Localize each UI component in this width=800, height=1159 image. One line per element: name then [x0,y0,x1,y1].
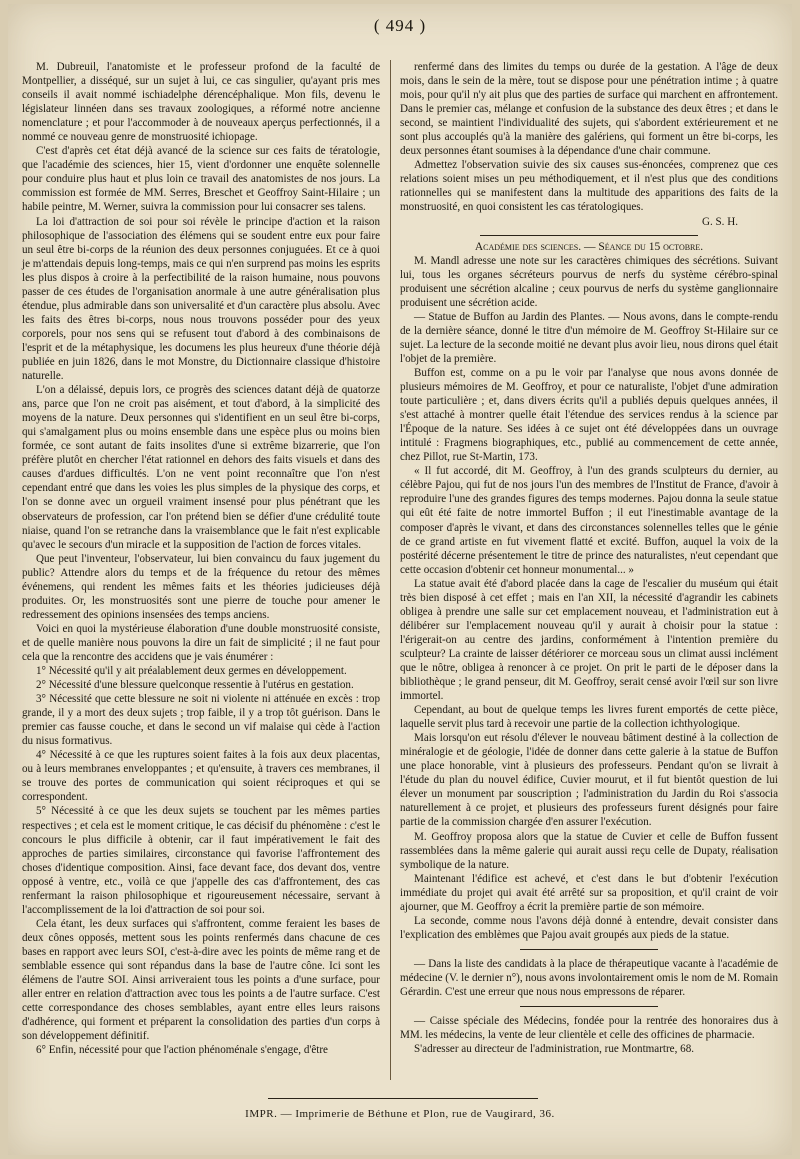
paragraph: 6° Enfin, nécessité pour que l'action phénoménale s'engage, d'être [36,1044,328,1057]
academy-paragraph: Mais lorsqu'on eut résolu d'élever le nouveau bâtiment destiné à la collection de minéralogie et de géologie, l'idée de donner dans cette galerie à la statue de Buffon une place honorable, vint à plusieurs des professeurs. Pendant qu'on se livrait à l'étude du plan du nouvel édifice, Cuvier mourut, et il fut bientôt question de lui élever un monument par souscription ; l'administration du Jardin du Roi s'associa naturellement à ce projet, et plusieurs des professeurs furent désignés pour faire partie de la commission chargée d'en assurer l'exécution. [400,732,778,829]
section-rule-short-2 [520,1006,658,1007]
notice-candidates: — Dans la liste des candidats à la place de thérapeutique vacante à l'académie de médecine (V. le dernier n°), nous avons involontairement omis le nom de M. Romain Gérardin. C'est une erreur que nous nous empressons de réparer. [400,957,778,998]
left-column [22,60,380,1057]
notice-caisse: — Caisse spéciale des Médecins, fondée pour la rentrée des honoraires dus à MM. les médecins, la vente de leur clientèle et celle des officines de pharmacie. [400,1015,778,1042]
academy-paragraph: M. Mandl adresse une note sur les caractères chimiques des sécrétions. Suivant lui, tous les organes sécréteurs pourvus de nerfs du système cérébro-spinal produisent une sécrétion alcaline ; ceux pourvus de nerfs du système ganglionnaire produisent une sécrétion acide. [400,254,778,309]
paragraph: L'on a délaissé, depuis lors, ce progrès des sciences datant déjà de quatorze ans, parce que l'on ne croit pas aisément, et tout d'abord, à la simplicité des moyens de la nature. Deux personnes qui s'identifient en un seul être bi-corps, qui s'amalgament plus ou moins ensemble dans une espèce plus ou moins bien formée, ce sont autant de faits insolites d'une si extrême bizarrerie, que l'on préfère plutôt en chercher l'état rationnel en dehors des faits visuels et dans des causes d'ardues difficultés. L'on ne vent point reconnaître que l'on n'est cependant entré que dans les voies les plus simples de la physique des corps, et l'on se donne avec un orgueil vraiment insensé pour plus pénétrant que les observateurs de profession, car l'on prétend bien se défier d'une crédulité toute niaise, quand l'on se retranche dans la vraisemblance que le fait n'est explicable qu'avec le secours d'un miracle et la supposition de l'action de forces vitales. [22,384,380,551]
newspaper-page [8,4,792,1155]
right-column [400,60,778,1056]
section-rule-short [520,949,658,950]
paragraph: La loi d'attraction de soi pour soi révèle le principe d'action et la raison philosophique de l'association des élémens qui se soudent entre eux pour faire un seul être bi-corps de la réunion des deux personnes conjuguées. Et ce à quoi je m'attendais depuis long-temps, mais ce qui n'en surprend pas moins les esprits les plus dispos à croire à la perfectibilité de la raison humaine, nous pouvons passer de ces études de l'organisation anormale à une autre généralisation plus étendue, plus admirable dans son universalité et d'un caractère plus absolu. Avec les faits des êtres bi-corps, nous nous trouvons posséder pour des yeux corporels, pour nos sens qui se refusent tout d'abord à des combinaisons de l'esprit et de la métaphysique, les documens les plus heureux d'une théorie déjà publiée en juin 1826, dans le mot Monstre, du Dictionnaire classique d'histoire naturelle. [22,215,381,383]
printer-footer: IMPR. — Imprimerie de Béthune et Plon, rue de Vaugirard, 36. [245,1108,555,1120]
paragraph: M. Dubreuil, l'anatomiste et le professeur profond de la faculté de Montpellier, a disséqué, sur un sujet à lui, ce cas singulier, qu'ayant pris mes conseils il avait nommé ischiadelphe dérencéphalique. Mon fils, devenu le législateur linnéen dans ses travaux zoologiques, a réformé notre ancienne nomenclature ; et pour l'accommoder à de nouveaux aperçus perfectionnés, il a nommé ce nouveau genre de monstruosité ichiopage. [22,61,380,144]
academy-paragraph: M. Geoffroy proposa alors que la statue de Cuvier et celle de Buffon fussent rassemblées dans la même galerie qui aurait aussi reçu celle de Dupaty, réalisation symbolique de la nature. [400,830,778,871]
paragraph: Que peut l'inventeur, l'observateur, lui bien convaincu du faux jugement du public? Attendre alors du temps et de la fréquence du retour des mêmes événemens, qui rendent les mêmes faits et les théories judicieuses déjà produites. Or, les monstruosités sont une pierre de touche pour amener le redressement des opinions insensées des temps anciens. [22,552,380,621]
academy-paragraph: La statue avait été d'abord placée dans la cage de l'escalier du muséum qui était très bien disposé à cet effet ; mais en l'an XII, la nécessité d'agrandir les cabinets obligea à prendre une salle sur cet emplacement nouveau, et l'administration eut à délibérer sur l'emplacement nouveau qu'il y aurait à choisir pour la statue : l'érigerait-on au centre des jardins, conformément à l'intention première du sculpteur? La crainte de laisser détériorer ce morceau sous un climat aussi inclément que le nôtre, obligea à renoncer à ce projet. On prit le parti de le déposer dans la bibliothèque ; le grand penseur, dit M. Geoffroy, serait censé avoir l'œil sur son livre immortel. [400,577,778,703]
paragraph: 1° Nécessité qu'il y ait préalablement deux germes en développement. [36,665,347,678]
page-number: ( 494 ) [373,16,427,35]
paragraph: Voici en quoi la mystérieuse élaboration d'une double monstruosité consiste, et de quelle manière nous pouvons la dire un fait de simplicité ; il ne faut pour cela que la rencontre des accidens que je vais énumérer : [22,622,380,663]
section-rule [480,235,698,236]
academy-paragraph: — Statue de Buffon au Jardin des Plantes. — Nous avons, dans le compte-rendu de la dernière séance, donné le titre d'un mémoire de M. Geoffroy St-Hilaire sur ce sujet. La lecture de la seconde moitié ne devant plus avoir lieu, nous dirons quel était l'objet de la première. [400,310,778,365]
notice-caisse-address: S'adresser au directeur de l'administration, rue Montmartre, 68. [414,1043,695,1056]
paragraph: 5° Nécessité à ce que les deux sujets se touchent par les mêmes parties respectives ; et cela est le moment critique, le cas décisif du phénomène : c'est le concours le plus difficile à obtenir, car il faut impérativement le fait des approches de parties similaires, circonstance qui favorise l'affrontement des choses d'identique composition. Ainsi, face devant face, dos devant dos, ventre opposé à ventre, etc., voilà ce que j'appelle des cas d'affrontement, des cas renfermant la raison philosophique et rigoureusement nécessaire, servant à l'accomplissement de la loi d'attraction de soi pour soi. [22,805,380,916]
paragraph: C'est d'après cet état déjà avancé de la science sur ces faits de tératologie, que l'académie des sciences, hier 15, vient d'ordonner une enquête solennelle pour conduire plus haut et plus loin ce travail des anatomistes de nos jours. La commission est formée de MM. Serres, Breschet et Geoffroy Saint-Hilaire ; un habile peintre, M. Werner, suivra la commission pour lui consacrer ses talens. [22,145,380,214]
academy-heading: Académie des sciences. — Séance du 15 octobre. [474,240,704,253]
paragraph: Admettez l'observation suivie des six causes sus-énoncées, comprenez que ces relations soient mises un peu méthodiquement, et il n'est plus que des conditions rationnelles qui se manifestent dans la multitude des apparitions des faits de la monstruosité, en quoi consistent les cas tératologiques. [400,159,778,214]
paragraph: 2° Nécessité d'une blessure quelconque ressentie à l'utérus en gestation. [36,679,354,692]
footer-rule [268,1098,538,1099]
academy-paragraph: Buffon est, comme on a pu le voir par l'analyse que nous avons donnée de plusieurs mémoires de M. Geoffroy, et pour ce naturaliste, l'objet d'une admiration toute particulière ; et, dans divers écrits qu'il a publiés depuis quelques années, il s'est attaché à montrer quelle était l'étendue des services rendus à la science par l'Époque de la nature. Ses idées à ce sujet ont été développées dans un ouvrage intitulé : Fragmens biographiques, etc., publié au commencement de cette année, chez Pillot, rue St-Martin, 173. [400,366,778,464]
paragraph: 4° Nécessité à ce que les ruptures soient faites à la fois aux deux placentas, ou à leurs membranes enveloppantes ; et qu'ensuite, à travers ces membranes, il se trouve des portes de communication qui soient réciproques et qui se correspondent. [22,749,380,804]
paragraph: 3° Nécessité que cette blessure ne soit ni violente ni atténuée en excès : trop grande, il y a mort des deux sujets ; trop faible, il y a trop tôt guérison. Dans le premier cas fausse couche, et dans le second un vif malaise qui cède à l'action du nisus formativus. [22,693,380,748]
paragraph: renfermé dans des limites du temps ou durée de la gestation. A l'âge de deux mois, dans le sein de la mère, tout se dispose pour une pénétration intime ; à quatre mois, pour qu'il n'y ait plus que des parties de surface qui marchent en affrontement. Dans le premier cas, mélange et confusion de la substance des deux êtres ; et dans le second, se maintient l'individualité des sujets, qui s'abordent extérieurement et ne sont plus accouplés qu'à la manière des galériens, qui forment un être bi-corps, les deux personnes étant soumises à la dépendance d'une chair commune. [400,61,778,158]
paragraph: Cela étant, les deux surfaces qui s'affrontent, comme feraient les bases de deux cônes opposés, mettent sous les points renfermés dans chacune de ces bases en rapport avec leurs SOI, c'est-à-dire avec les points de même rang et de semblable essence qui sont répandus dans la base de l'autre cône. Ici sont les élémens de l'autre SOI. Ainsi arriveraient tous les points a d'une surface, pour aller entrer en relation d'attraction avec tous les points a de l'autre surface. C'est cette correspondance des choses semblables, ayant entre elles leurs raisons d'adhérence, qui forment et préparent la consolidation des parties d'un corps à son développement définitif. [22,917,380,1043]
article-signature: G. S. H. [701,215,738,228]
academy-paragraph: « Il fut accordé, dit M. Geoffroy, à l'un des grands sculpteurs du dernier, au célèbre Pajou, qui fut de nos jours l'un des membres de l'Institut de France, d'avoir à reproduire l'une des grandes figures des temps modernes. Pajou donna la seule statue qui eût été faite de notre immortel Buffon ; il eut l'inestimable avantage de la composer d'après le vivant, et dans des circonstances solennelles telles que le génie de ce grand artiste en fut vivement flatté et excité. Buffon, auquel la voix de la postérité décerne présentement le titre de prince des naturalistes, n'eut cependant que cette occasion d'obtenir cet honneur monumental... » [400,465,778,576]
academy-paragraph: Maintenant l'édifice est achevé, et c'est dans le but d'obtenir l'exécution immédiate du projet qui avait été arrêté sur sa proposition, et qu'il craint de voir ajourner, que M. Geoffroy a écrit la première partie de son mémoire. [400,872,778,913]
academy-paragraph: La seconde, comme nous l'avons déjà donné à entendre, devait consister dans l'explication des emblèmes que Pajou avait groupés aux pieds de la statue. [400,914,778,941]
academy-paragraph: Cependant, au bout de quelque temps les livres furent emportés de cette pièce, laquelle servit plus tard à recevoir une partie de la collection ichthyologique. [400,704,778,731]
column-divider [390,60,391,1080]
